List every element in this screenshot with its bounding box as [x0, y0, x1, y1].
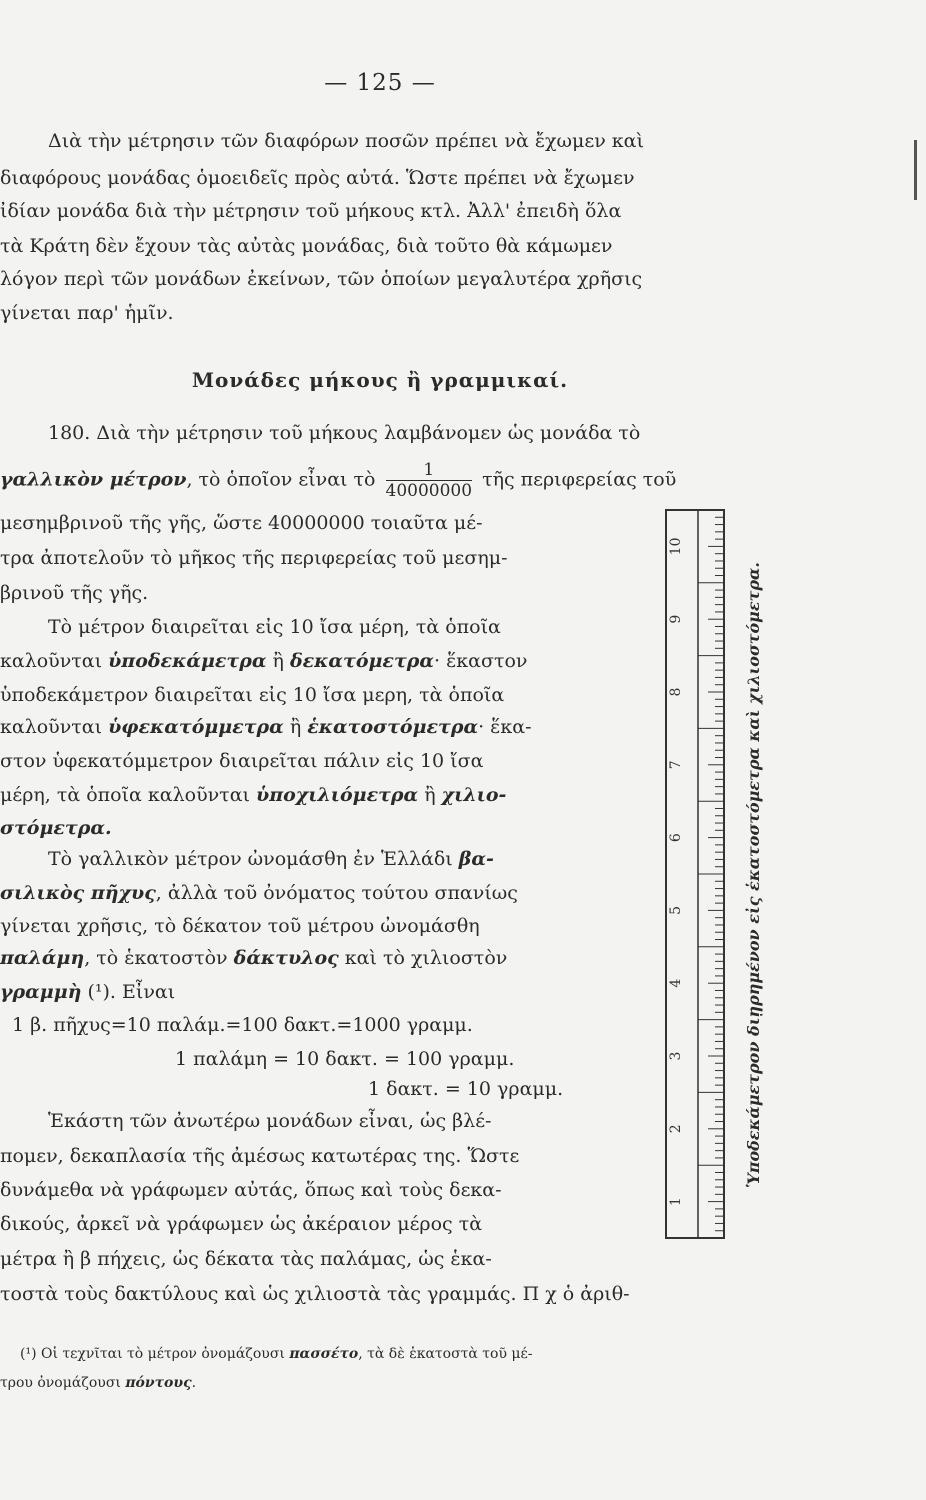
ruler-label: 10	[668, 537, 684, 556]
ruler-label: 4	[668, 978, 684, 988]
text-line: γαλλικὸν μέτρον, τὸ ὁποῖον εἶναι τὸ $\frac{1}{40000000}$ τῆς περιφερείας τοῦ	[0, 460, 677, 501]
footnote-line: (¹) Οἱ τεχνῖται τὸ μέτρον ὀνομάζουσι πασσέτο, τὰ δὲ ἑκατοστὰ τοῦ μέ-	[20, 1346, 533, 1362]
ruler-label: 8	[668, 687, 684, 697]
text-line: διαφόρους μονάδας ὁμοειδεῖς πρὸς αὐτά. Ὥστε πρέπει νὰ ἔχωμεν	[0, 167, 635, 189]
ruler-label: 1	[668, 1197, 684, 1207]
text-line: γίνεται παρ' ἡμῖν.	[0, 302, 174, 324]
section-heading: Μονάδες μήκους ἢ γραμμικαί.	[191, 368, 569, 392]
text-line: 180. Διὰ τὴν μέτρησιν τοῦ μήκους λαμβάνομεν ὡς μονάδα τὸ	[48, 422, 641, 444]
ruler-caption: Ὑποδεκάμετρον διῃρημένον εἰς ἑκατοστόμετρα καὶ χιλιοστόμετρα.	[744, 562, 763, 1188]
ruler-figure	[664, 508, 734, 1240]
ruler-label: 7	[668, 760, 684, 770]
text-line: σιλικὸς πῆχυς, ἀλλὰ τοῦ ὀνόματος τούτου σπανίως	[0, 882, 518, 904]
text-line: βρινοῦ τῆς γῆς.	[0, 582, 149, 604]
text-line: ὑποδεκάμετρον διαιρεῖται εἰς 10 ἴσα μερη, τὰ ὁποῖα	[0, 684, 505, 706]
text-line: Ἑκάστη τῶν ἀνωτέρω μονάδων εἶναι, ὡς βλέ-	[48, 1110, 492, 1132]
text-line: πομεν, δεκαπλασία τῆς ἀμέσως κατωτέρας της. Ὥστε	[0, 1145, 520, 1167]
equation-line: 1 δακτ. = 10 γραμμ.	[368, 1078, 564, 1100]
text-line: μεσημβρινοῦ τῆς γῆς, ὥστε 40000000 τοιαῦτα μέ-	[0, 512, 483, 534]
ruler-labels	[668, 537, 684, 1206]
page-edge-mark	[914, 140, 917, 200]
text-line: δυνάμεθα νὰ γράφωμεν αὐτάς, ὅπως καὶ τοὺς δεκα-	[0, 1179, 502, 1201]
text-line: ἰδίαν μονάδα διὰ τὴν μέτρησιν τοῦ μήκους κτλ. Ἀλλ' ἐπειδὴ ὅλα	[0, 200, 622, 222]
ruler-label: 6	[668, 833, 684, 843]
text-line: δικούς, ἀρκεῖ νὰ γράφωμεν ὡς ἀκέραιον μέρος τὰ	[0, 1213, 483, 1235]
text-line: Διὰ τὴν μέτρησιν τῶν διαφόρων ποσῶν πρέπει νὰ ἔχωμεν καὶ	[48, 130, 644, 152]
text-line: λόγον περὶ τῶν μονάδων ἐκείνων, τῶν ὁποίων μεγαλυτέρα χρῆσις	[0, 268, 643, 290]
text-line: μέτρα ἢ β πήχεις, ὡς δέκατα τὰς παλάμας, ὡς ἑκα-	[0, 1248, 492, 1270]
term-metre: γαλλικὸν μέτρον	[0, 468, 187, 491]
page-number: — 125 —	[324, 70, 436, 96]
text-line: παλάμη, τὸ ἑκατοστὸν δάκτυλος καὶ τὸ χιλιοστὸν	[0, 947, 508, 969]
equation-line: 1 παλάμη = 10 δακτ. = 100 γραμμ.	[175, 1048, 515, 1070]
text-line: καλοῦνται ὑποδεκάμετρα ἢ δεκατόμετρα· ἕκαστον	[0, 650, 528, 672]
text-line: τρα ἀποτελοῦν τὸ μῆκος τῆς περιφερείας τοῦ μεσημ-	[0, 547, 508, 569]
text-line: στον ὑφεκατόμμετρον διαιρεῖται πάλιν εἰς 10 ἴσα	[0, 750, 484, 772]
text-line: στόμετρα.	[0, 817, 112, 839]
ruler-ticks	[698, 510, 724, 1238]
text-line: τοστὰ τοὺς δακτύλους καὶ ὡς χιλιοστὰ τὰς γραμμάς. Π χ ὁ ἀριθ-	[0, 1283, 630, 1305]
ruler-label: 3	[668, 1051, 684, 1061]
footnote-line: τρου ὀνομάζουσι πόντους.	[0, 1375, 197, 1391]
text-line: καλοῦνται ὑφεκατόμμετρα ἢ ἑκατοστόμετρα· ἕκα-	[0, 716, 532, 738]
equation-line: 1 β. πῆχυς=10 παλάμ.=100 δακτ.=1000 γραμμ.	[12, 1014, 473, 1036]
text-line: μέρη, τὰ ὁποῖα καλοῦνται ὑποχιλιόμετρα ἢ χιλιο-	[0, 784, 507, 806]
ruler-label: 9	[668, 614, 684, 624]
text-line: Τὸ μέτρον διαιρεῖται εἰς 10 ἴσα μέρη, τὰ ὁποῖα	[48, 616, 501, 638]
ruler-label: 2	[668, 1124, 684, 1134]
text-line: γραμμὴ (¹). Εἶναι	[0, 981, 176, 1003]
ruler-label: 5	[668, 905, 684, 915]
text-line: γίνεται χρῆσις, τὸ δέκατον τοῦ μέτρου ὠνομάσθη	[0, 915, 480, 937]
text-line: τὰ Κράτη δὲν ἔχουν τὰς αὐτὰς μονάδας, διὰ τοῦτο θὰ κάμωμεν	[0, 235, 613, 257]
fraction: $\frac{1}{40000000}$	[385, 460, 473, 501]
text-line: Τὸ γαλλικὸν μέτρον ὠνομάσθη ἐν Ἑλλάδι βα-	[48, 848, 494, 870]
